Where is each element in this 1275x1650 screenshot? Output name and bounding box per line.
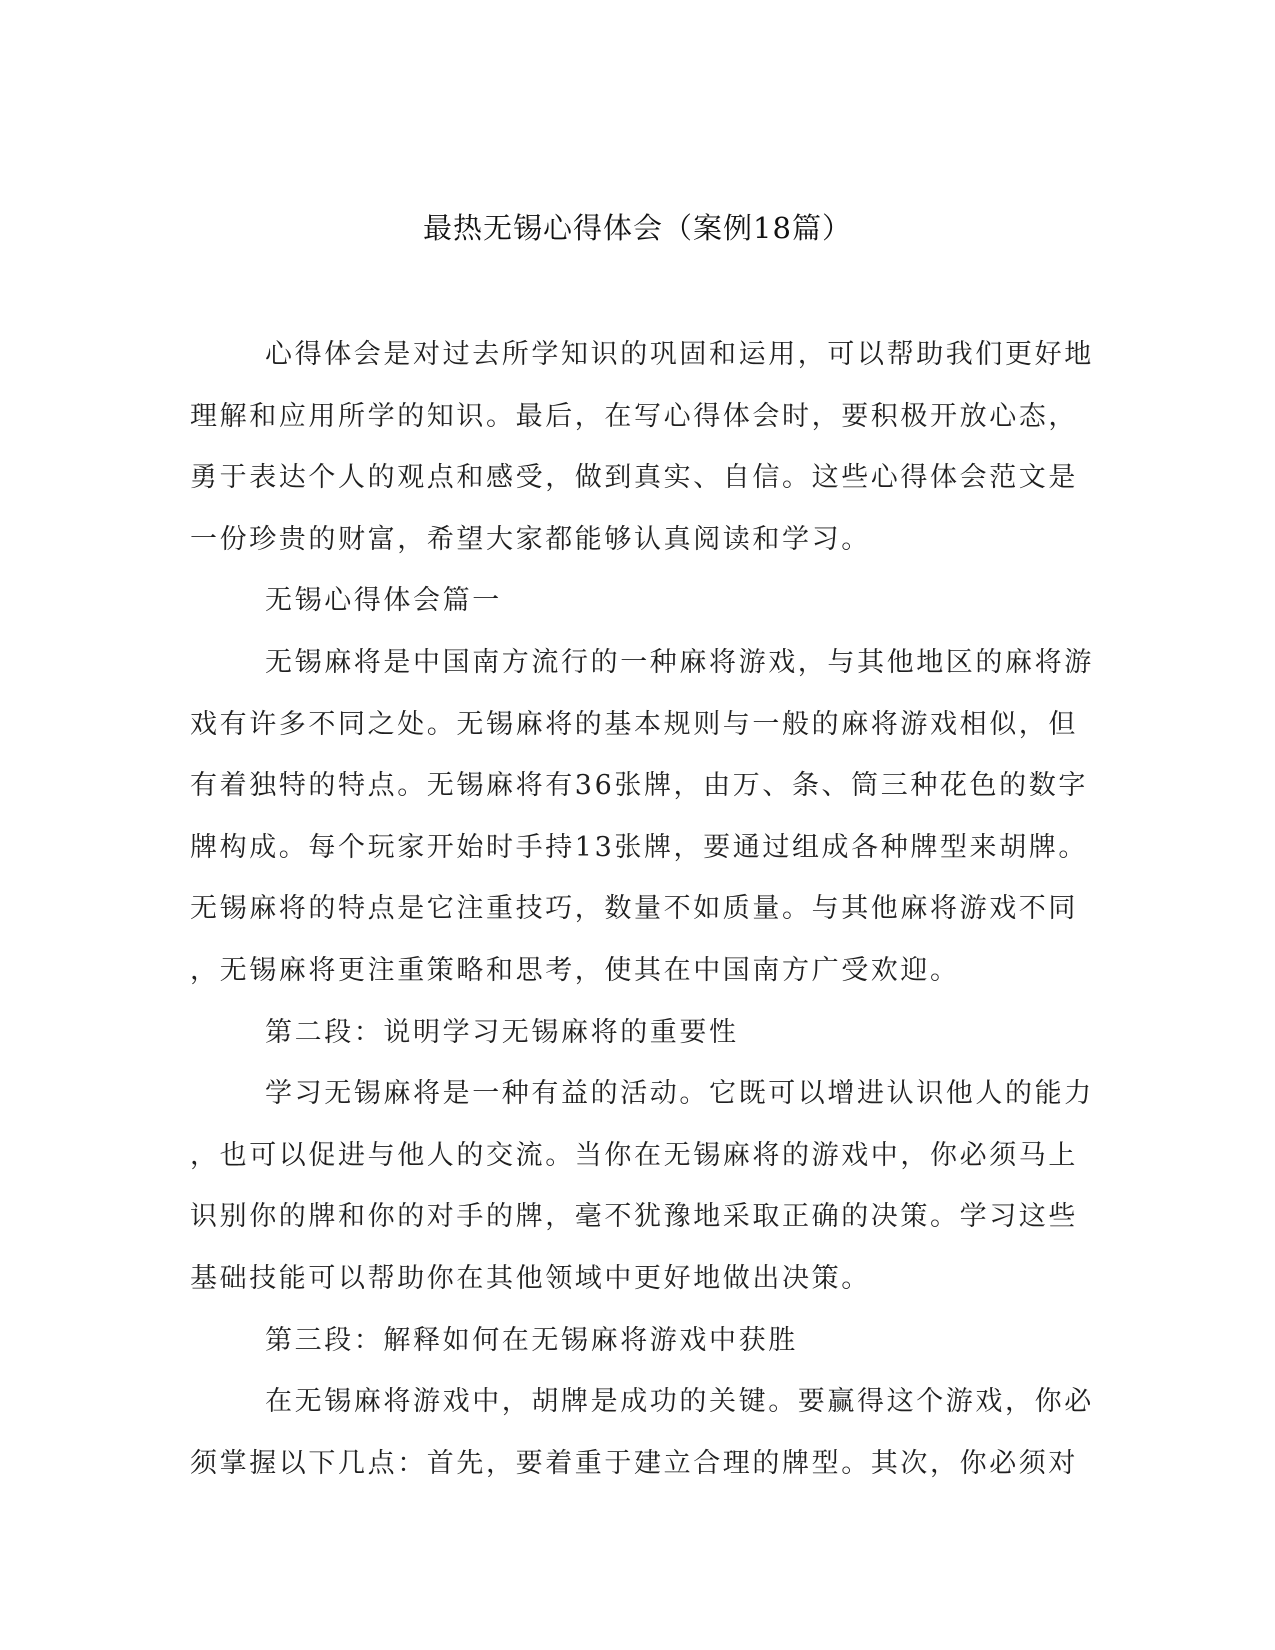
section-heading: 第二段：说明学习无锡麻将的重要性 [265,1016,739,1048]
paragraph-line: ，也可以促进与他人的交流。当你在无锡麻将的游戏中，你必须马上 [190,1139,1078,1171]
intro-paragraph-line: 理解和应用所学的知识。最后，在写心得体会时，要积极开放心态， [190,400,1078,432]
paragraph-line: 戏有许多不同之处。无锡麻将的基本规则与一般的麻将游戏相似，但 [190,708,1078,740]
paragraph-line: 无锡麻将是中国南方流行的一种麻将游戏，与其他地区的麻将游 [265,646,1094,678]
document-title: 最热无锡心得体会（案例18篇） [423,211,852,245]
paragraph-line: 有着独特的特点。无锡麻将有36张牌，由万、条、筒三种花色的数字 [190,770,1088,802]
section-heading: 无锡心得体会篇一 [265,585,502,617]
paragraph-line: 识别你的牌和你的对手的牌，毫不犹豫地采取正确的决策。学习这些 [190,1201,1078,1233]
paragraph-line: 在无锡麻将游戏中，胡牌是成功的关键。要赢得这个游戏，你必 [265,1386,1094,1418]
intro-paragraph-line: 一份珍贵的财富，希望大家都能够认真阅读和学习。 [190,523,871,555]
intro-paragraph-line: 勇于表达个人的观点和感受，做到真实、自信。这些心得体会范文是 [190,462,1078,494]
intro-paragraph-line: 心得体会是对过去所学知识的巩固和运用，可以帮助我们更好地 [265,339,1094,370]
paragraph-line: 须掌握以下几点：首先，要着重于建立合理的牌型。其次，你必须对 [190,1447,1078,1479]
document-body [190,324,1094,1494]
section-heading: 第三段：解释如何在无锡麻将游戏中获胜 [265,1324,798,1356]
paragraph-line: 基础技能可以帮助你在其他领域中更好地做出决策。 [190,1262,871,1294]
paragraph-line: 无锡麻将的特点是它注重技巧，数量不如质量。与其他麻将游戏不同 [190,893,1078,925]
paragraph-line: 学习无锡麻将是一种有益的活动。它既可以增进认识他人的能力 [265,1078,1094,1110]
paragraph-line: ，无锡麻将更注重策略和思考，使其在中国南方广受欢迎。 [190,954,960,986]
paragraph-line: 牌构成。每个玩家开始时手持13张牌，要通过组成各种牌型来胡牌。 [190,831,1088,863]
